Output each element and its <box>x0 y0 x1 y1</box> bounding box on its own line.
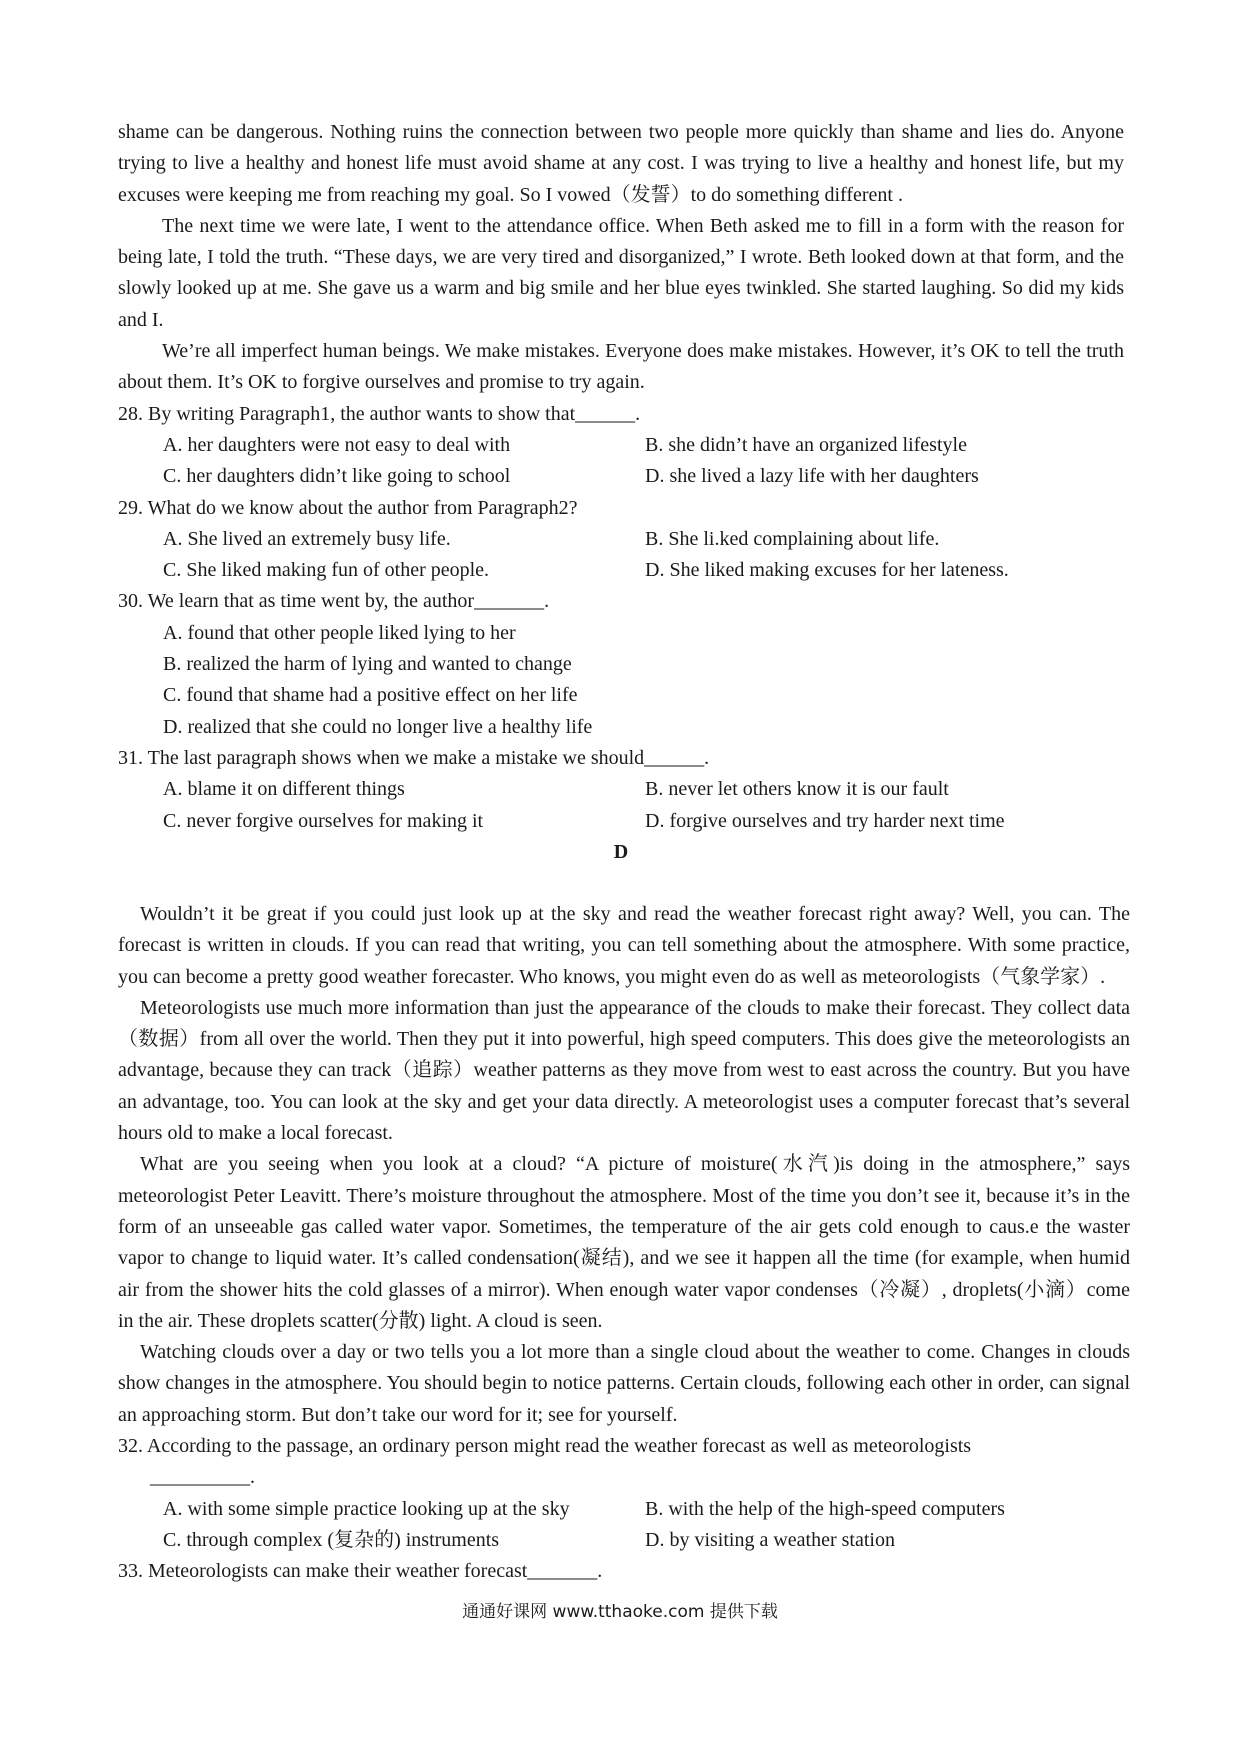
section-label: D <box>613 840 629 863</box>
options <box>118 618 1124 743</box>
option-b: B. She li.ked complaining about life. <box>645 527 940 550</box>
answer-blank: __________. <box>150 1466 255 1489</box>
question-stem: 28. By writing Paragraph1, the author wants to show that______. <box>118 402 641 425</box>
question-stem: 32. According to the passage, an ordinary person might read the weather forecast as well as meteorologists <box>118 1435 972 1458</box>
passage-d <box>118 899 1130 1588</box>
option-c: C. through complex (复杂的) instruments <box>163 1528 500 1551</box>
option-a: A. with some simple practice looking up at the sky <box>163 1497 570 1520</box>
option-c: C. her daughters didn’t like going to school <box>163 465 511 488</box>
paragraph: Meteorologists use much more information than just the appearance of the clouds to make their forecast. They collect data（数据）from all over the world. Then they put it into powerful, high speed computers. This does give the meteorologists an advantage, because they can track（追踪）weather patterns as they move from west to east across the country. But you have an advantage, too. You can look at the sky and get your data directly. A meteorologist uses a computer forecast that’s several hours old to make a local forecast. <box>118 996 1130 1145</box>
paragraph: Watching clouds over a day or two tells you a lot more than a single cloud about the weather to come. Changes in clouds show changes in the atmosphere. You should begin to notice patterns. Certain clouds, following each other in order, can signal an approaching storm. But don’t take our word for it; see for yourself. <box>118 1341 1130 1426</box>
question-stem: 29. What do we know about the author from Paragraph2? <box>118 496 578 519</box>
question-stem: 30. We learn that as time went by, the author_______. <box>118 590 550 613</box>
question-32 <box>118 1431 1130 1556</box>
options <box>118 430 1124 493</box>
question-30 <box>118 586 1124 742</box>
option-d: D. she lived a lazy life with her daughters <box>645 465 979 488</box>
option-d: D. forgive ourselves and try harder next time <box>645 809 1005 832</box>
options <box>118 774 1124 837</box>
question-29 <box>118 493 1124 587</box>
option-d: D. She liked making excuses for her lateness. <box>645 559 1009 582</box>
question-stem: 31. The last paragraph shows when we make a mistake we should______. <box>118 746 710 769</box>
option-a: A. found that other people liked lying to her <box>163 621 516 644</box>
option-b: B. never let others know it is our fault <box>645 778 949 801</box>
paragraph: shame can be dangerous. Nothing ruins the connection between two people more quickly than shame and lies do. Anyone trying to live a healthy and honest life must avoid shame at any cost. I was trying to live a healthy and honest life, but my excuses were keeping me from reaching my goal. So I vowed（发誓）to do something different . <box>118 121 1124 206</box>
question-31 <box>118 743 1124 837</box>
question-33 <box>118 1556 1130 1587</box>
paragraph: Wouldn’t it be great if you could just look up at the sky and read the weather forecast right away? Well, you can. The forecast is written in clouds. If you can read that writing, you can tell something about the atmosphere. With some practice, you can become a pretty good weather forecaster. Who knows, you might even do as well as meteorologists（气象学家）. <box>118 903 1130 988</box>
option-c: C. found that shame had a positive effect on her life <box>163 684 578 707</box>
paragraph: What are you seeing when you look at a cloud? “A picture of moisture(水汽)is doing in the atmosphere,” says meteorologist Peter Leavitt. There’s moisture throughout the atmosphere. Most of the time you don’t see it, because it’s in the form of an unseeable gas called water vapor. Sometimes, the temperature of the air gets cold enough to caus.e the waster vapor to change to liquid water. It’s called condensation(凝结), and we see it happen all the time (for example, when humid air from the shower hits the cold glasses of a mirror). When enough water vapor condenses（冷凝）, droplets(小滴）come in the air. These droplets scatter(分散) light. A cloud is seen. <box>118 1153 1130 1332</box>
option-b: B. with the help of the high-speed computers <box>645 1497 1005 1520</box>
question-28 <box>118 399 1124 493</box>
paragraph: We’re all imperfect human beings. We make mistakes. Everyone does make mistakes. However, it’s OK to tell the truth about them. It’s OK to forgive ourselves and promise to try again. <box>118 340 1124 394</box>
option-c: C. She liked making fun of other people. <box>163 559 490 582</box>
option-c: C. never forgive ourselves for making it <box>163 809 484 832</box>
option-a: A. She lived an extremely busy life. <box>163 527 451 550</box>
option-a: A. her daughters were not easy to deal with <box>163 433 511 456</box>
option-b: B. realized the harm of lying and wanted to change <box>163 653 572 676</box>
paragraph: The next time we were late, I went to the attendance office. When Beth asked me to fill in a form with the reason for being late, I told the truth. “These days, we are very tired and disorganized,” I wrote. Beth looked down at that form, and the slowly looked up at me. She gave us a warm and big smile and her blue eyes twinkled. She started laughing. So did my kids and I. <box>118 214 1124 331</box>
options <box>118 524 1124 587</box>
option-d: D. by visiting a weather station <box>645 1528 895 1551</box>
option-d: D. realized that she could no longer live a healthy life <box>163 715 593 738</box>
option-a: A. blame it on different things <box>163 778 405 801</box>
page-footer: 通通好课网 www.tthaoke.com 提供下载 <box>462 1602 778 1622</box>
passage-c-continuation <box>118 117 1124 868</box>
options <box>118 1494 1130 1557</box>
question-stem: 33. Meteorologists can make their weather forecast_______. <box>118 1560 603 1583</box>
option-b: B. she didn’t have an organized lifestyle <box>645 433 967 456</box>
